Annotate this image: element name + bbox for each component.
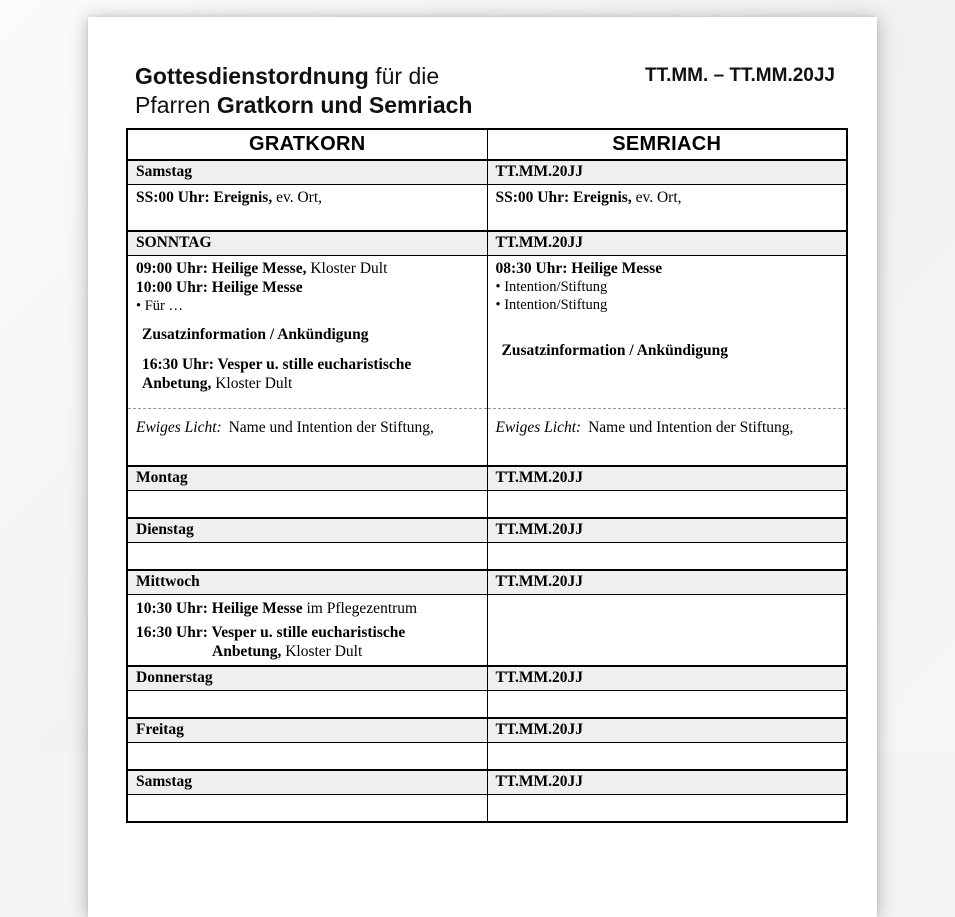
intention-bullet: • Für … (136, 298, 183, 314)
ewiges-cell-semriach (487, 409, 847, 467)
vesper-place: Kloster Dult (281, 643, 363, 660)
vesper-line-1: 16:30 Uhr: Vesper u. stille eucharistische (136, 624, 406, 641)
day-cell: Mittwoch (127, 570, 487, 595)
content-row-mittwoch (127, 595, 847, 667)
day-cell: Samstag (127, 770, 487, 795)
ewiges-line (136, 418, 479, 437)
date-cell: TT.MM.20JJ (487, 770, 847, 795)
day-row-mittwoch (127, 570, 847, 595)
wednesday-cell-semriach (487, 595, 847, 667)
content-row-samstag-1 (127, 185, 847, 232)
empty-row (127, 743, 847, 771)
event-cell-gratkorn (127, 185, 487, 232)
empty-row (127, 691, 847, 719)
empty-cell (487, 743, 847, 771)
day-row-montag (127, 466, 847, 491)
vesper-line-1: 16:30 Uhr: Vesper u. stille eucharistische (142, 356, 412, 373)
empty-cell (127, 491, 487, 519)
empty-cell (127, 543, 487, 571)
empty-cell (487, 543, 847, 571)
ewiges-label: Ewiges Licht: (136, 419, 222, 436)
mass-line-2: 10:00 Uhr: Heilige Messe (136, 279, 303, 296)
title-regular-1: für die (368, 63, 440, 89)
zusatzinformation: Zusatzinformation / Ankündigung (501, 342, 729, 359)
vesper-line-2 (142, 374, 479, 393)
sunday-cell-semriach (487, 256, 847, 409)
document-page (88, 17, 877, 917)
empty-cell (487, 795, 847, 823)
intention-bullet-1: • Intention/Stiftung (495, 279, 608, 295)
mass-line-1: 08:30 Uhr: Heilige Messe (495, 260, 663, 277)
ewiges-text: Name und Intention der Stiftung, (224, 419, 434, 436)
day-row-freitag (127, 718, 847, 743)
content-row-sonntag (127, 256, 847, 409)
event-time: SS:00 Uhr: Ereignis, (495, 189, 632, 206)
empty-row (127, 491, 847, 519)
ewiges-licht-row (127, 409, 847, 467)
mass-place: Kloster Dult (306, 260, 388, 277)
column-header-row (127, 129, 847, 160)
empty-cell (127, 691, 487, 719)
empty-cell (487, 691, 847, 719)
empty-row (127, 795, 847, 823)
document-header (135, 62, 835, 120)
event-time: SS:00 Uhr: Ereignis, (136, 189, 273, 206)
mass-place: im Pflegezentrum (302, 600, 418, 617)
day-row-donnerstag (127, 666, 847, 691)
day-cell: Freitag (127, 718, 487, 743)
vesper-bold: Anbetung, (212, 643, 282, 660)
vesper-place: Kloster Dult (211, 375, 293, 392)
intention-bullet-2: • Intention/Stiftung (495, 297, 608, 313)
wednesday-cell-gratkorn (127, 595, 487, 667)
day-cell: Donnerstag (127, 666, 487, 691)
empty-cell (127, 743, 487, 771)
day-row-dienstag (127, 518, 847, 543)
day-cell: SONNTAG (127, 231, 487, 256)
title-regular-2: Pfarren (135, 92, 217, 118)
column-header-semriach: SEMRIACH (487, 129, 847, 160)
event-place: ev. Ort, (272, 189, 323, 206)
day-cell: Samstag (127, 160, 487, 185)
date-cell: TT.MM.20JJ (487, 231, 847, 256)
title-line-1 (135, 62, 472, 91)
title-line-2 (135, 91, 472, 120)
day-row-samstag-1 (127, 160, 847, 185)
sunday-cell-gratkorn (127, 256, 487, 409)
date-range: TT.MM. – TT.MM.20JJ (644, 65, 835, 86)
vesper-bold: Anbetung, (142, 375, 212, 392)
mass-time: 09:00 Uhr: Heilige Messe, (136, 260, 307, 277)
empty-cell (487, 491, 847, 519)
title-bold-2: Gratkorn und Semriach (216, 92, 473, 118)
zusatzinformation: Zusatzinformation / Ankündigung (142, 326, 369, 343)
date-cell: TT.MM.20JJ (487, 570, 847, 595)
mass-line-1 (136, 599, 479, 618)
day-cell: Montag (127, 466, 487, 491)
empty-row (127, 543, 847, 571)
ewiges-label: Ewiges Licht: (495, 419, 582, 436)
title-bold-1: Gottesdienstordnung (135, 63, 369, 89)
vesper-line-2 (212, 642, 479, 661)
ewiges-line (496, 418, 839, 437)
date-cell: TT.MM.20JJ (487, 518, 847, 543)
day-cell: Dienstag (127, 518, 487, 543)
empty-cell (127, 795, 487, 823)
event-line (136, 188, 479, 207)
schedule-table (126, 128, 848, 823)
date-cell: TT.MM.20JJ (487, 466, 847, 491)
day-row-sonntag (127, 231, 847, 256)
event-line (496, 188, 839, 207)
ewiges-cell-gratkorn (127, 409, 487, 467)
date-cell: TT.MM.20JJ (487, 718, 847, 743)
event-cell-semriach (487, 185, 847, 232)
date-cell: TT.MM.20JJ (487, 160, 847, 185)
day-row-samstag-2 (127, 770, 847, 795)
ewiges-text: Name und Intention der Stiftung, (584, 419, 794, 436)
date-cell: TT.MM.20JJ (487, 666, 847, 691)
column-header-gratkorn: GRATKORN (127, 129, 487, 160)
mass-line-1 (136, 259, 479, 278)
mass-time: 10:30 Uhr: Heilige Messe (136, 600, 303, 617)
document-title (135, 62, 472, 120)
event-place: ev. Ort, (631, 189, 682, 206)
